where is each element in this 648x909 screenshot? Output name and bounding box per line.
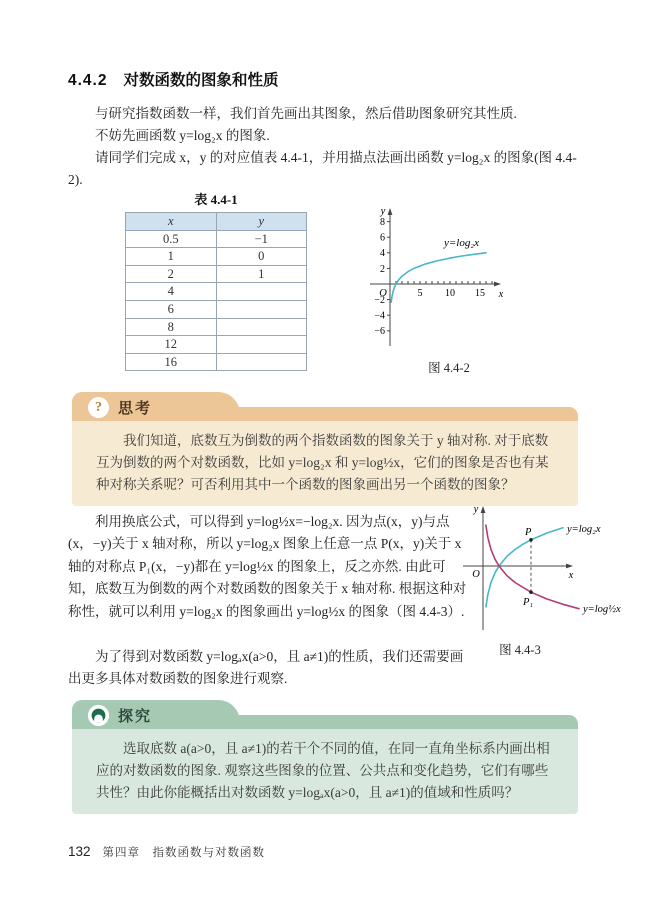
page-footer xyxy=(68,844,265,860)
table-header-row xyxy=(126,213,307,231)
figure-442 xyxy=(360,204,538,376)
think-callout xyxy=(72,392,578,506)
arch-glyph-icon xyxy=(88,705,109,726)
x-axis-arrow-icon xyxy=(494,282,501,287)
explore-text: 选取底数 a(a>0，且 a≠1)的若干个不同的值，在同一直角坐标系内画出相应的对数函数的图象. 观察这些图象的位置、公共点和变化趋势，它们有哪些共性？由此你能概括出对数函数 y=logₐx(a>0，且 a≠1)的值域和性质吗？ xyxy=(96,741,550,800)
paragraph-need-more: 为了得到对数函数 y=logₐx(a>0，且 a≠1)的性质，我们还需要画出更多具体对数函数的图象进行观察. xyxy=(68,649,464,687)
question-mark-icon: ? xyxy=(88,397,109,418)
x-tick-label: 10 xyxy=(445,288,455,299)
cell-y: −1 xyxy=(216,230,306,248)
cell-x: 4 xyxy=(126,283,217,301)
figure-443 xyxy=(455,502,640,658)
col-header-x: x xyxy=(126,213,217,231)
explore-header xyxy=(88,703,152,728)
log2-graph xyxy=(360,204,538,352)
y-axis-arrow-icon xyxy=(481,506,486,513)
table-row xyxy=(126,283,307,301)
table-row xyxy=(126,248,307,266)
paragraph-derivation: 利用换底公式，可以得到 y=log½x=−log₂x. 因为点(x，y)与点(x，−y)关于 x 轴对称，所以 y=log₂x 图象上任意一点 P(x，y)关于 x 轴的对称点 P₁(x，−y)都在 y=log½x 的图象上，反之亦然. 由此可知，底数互为倒数的两个对数函数的图象关于 x 轴对称. 根据这种对称性，就可以利用 y=log₂x 的图象画出 y=log½x 的图象（图 4.4-3）. xyxy=(68,514,467,619)
table-row xyxy=(126,230,307,248)
xy-value-table xyxy=(125,212,307,371)
x-axis-arrow-icon xyxy=(566,564,573,569)
y-tick-label: 8 xyxy=(380,217,385,228)
table-row xyxy=(126,336,307,354)
paragraph-complete-table: 请同学们完成 x，y 的对应值表 4.4-1，并用描点法画出函数 y=log₂x 的图象(图 4.4-2). xyxy=(68,150,577,187)
explore-tab-strip xyxy=(222,715,578,729)
figure-caption: 图 4.4-2 xyxy=(428,361,470,375)
cell-x: 0.5 xyxy=(126,230,217,248)
think-text: 我们知道，底数互为倒数的两个指数函数的图象关于 y 轴对称. 对于底数互为倒数的两个对数函数，比如 y=log₂x 和 y=log½x，它们的图象是否也有某种对称关系呢？可否利用其中一个函数的图象画出另一个函数的图象？ xyxy=(96,433,549,492)
y-axis-arrow-icon xyxy=(388,208,393,215)
cell-x: 16 xyxy=(126,353,217,371)
y-tick-label: 2 xyxy=(380,263,385,275)
think-body xyxy=(72,421,578,506)
think-tab-strip xyxy=(222,407,578,421)
explore-icon xyxy=(88,705,109,726)
table-title: 表 4.4-1 xyxy=(194,192,238,207)
y-tick-label: −6 xyxy=(374,326,385,338)
cell-y xyxy=(216,300,306,318)
table-row xyxy=(126,318,307,336)
y-axis-label: y xyxy=(473,504,479,515)
curve2-label: y=log½x xyxy=(583,604,621,615)
y-axis-label: y xyxy=(380,206,386,217)
section-title: 对数函数的图象和性质 xyxy=(123,72,279,89)
value-table-441 xyxy=(125,189,307,371)
paragraph-intro: 与研究指数函数一样，我们首先画出其图象，然后借助图象研究其性质. xyxy=(95,106,517,121)
x-axis-label: x xyxy=(498,289,504,300)
cell-x: 6 xyxy=(126,300,217,318)
cell-y: 1 xyxy=(216,265,306,283)
page-number: 132 xyxy=(68,844,91,859)
table-row xyxy=(126,300,307,318)
log2-curve xyxy=(391,253,486,302)
y-tick-label: −4 xyxy=(374,310,385,322)
chapter-title: 第四章 指数函数与对数函数 xyxy=(102,847,266,859)
cell-y: 0 xyxy=(216,248,306,266)
explore-body xyxy=(72,729,578,814)
curve1-label: y=log₂x xyxy=(567,524,601,535)
point-p-label: P xyxy=(525,527,532,538)
cell-y xyxy=(216,353,306,371)
origin-label: O xyxy=(472,569,480,580)
table-row xyxy=(126,265,307,283)
log2-curve xyxy=(486,528,563,607)
paragraph-draw-first: 不妨先画函数 y=log₂x 的图象. xyxy=(95,128,270,143)
cell-x: 12 xyxy=(126,336,217,354)
x-tick-label: 15 xyxy=(475,288,485,299)
y-tick-label: 6 xyxy=(380,232,385,244)
section-number: 4.4.2 xyxy=(68,72,108,89)
explore-title: 探究 xyxy=(118,708,153,725)
cell-x: 8 xyxy=(126,318,217,336)
cell-x: 1 xyxy=(126,248,217,266)
cell-y xyxy=(216,283,306,301)
figure-caption: 图 4.4-3 xyxy=(499,643,541,657)
point-p-dot xyxy=(529,538,533,542)
y-tick-label: 4 xyxy=(380,248,385,260)
x-axis-label: x xyxy=(568,570,574,581)
think-title: 思考 xyxy=(118,400,153,417)
col-header-y: y xyxy=(216,213,306,231)
table-row xyxy=(126,353,307,371)
symmetry-graph xyxy=(455,502,640,634)
point-p1-dot xyxy=(529,590,533,594)
section-heading xyxy=(68,68,279,90)
cell-x: 2 xyxy=(126,265,217,283)
x-tick-label: 5 xyxy=(417,288,423,299)
cell-y xyxy=(216,336,306,354)
point-p1-label: P₁ xyxy=(523,597,534,608)
think-header xyxy=(88,395,152,420)
curve-label: y=log₂x xyxy=(444,237,480,249)
y-tick-label: −2 xyxy=(374,295,385,306)
explore-callout xyxy=(72,700,578,814)
cell-y xyxy=(216,318,306,336)
origin-label: O xyxy=(379,288,387,299)
